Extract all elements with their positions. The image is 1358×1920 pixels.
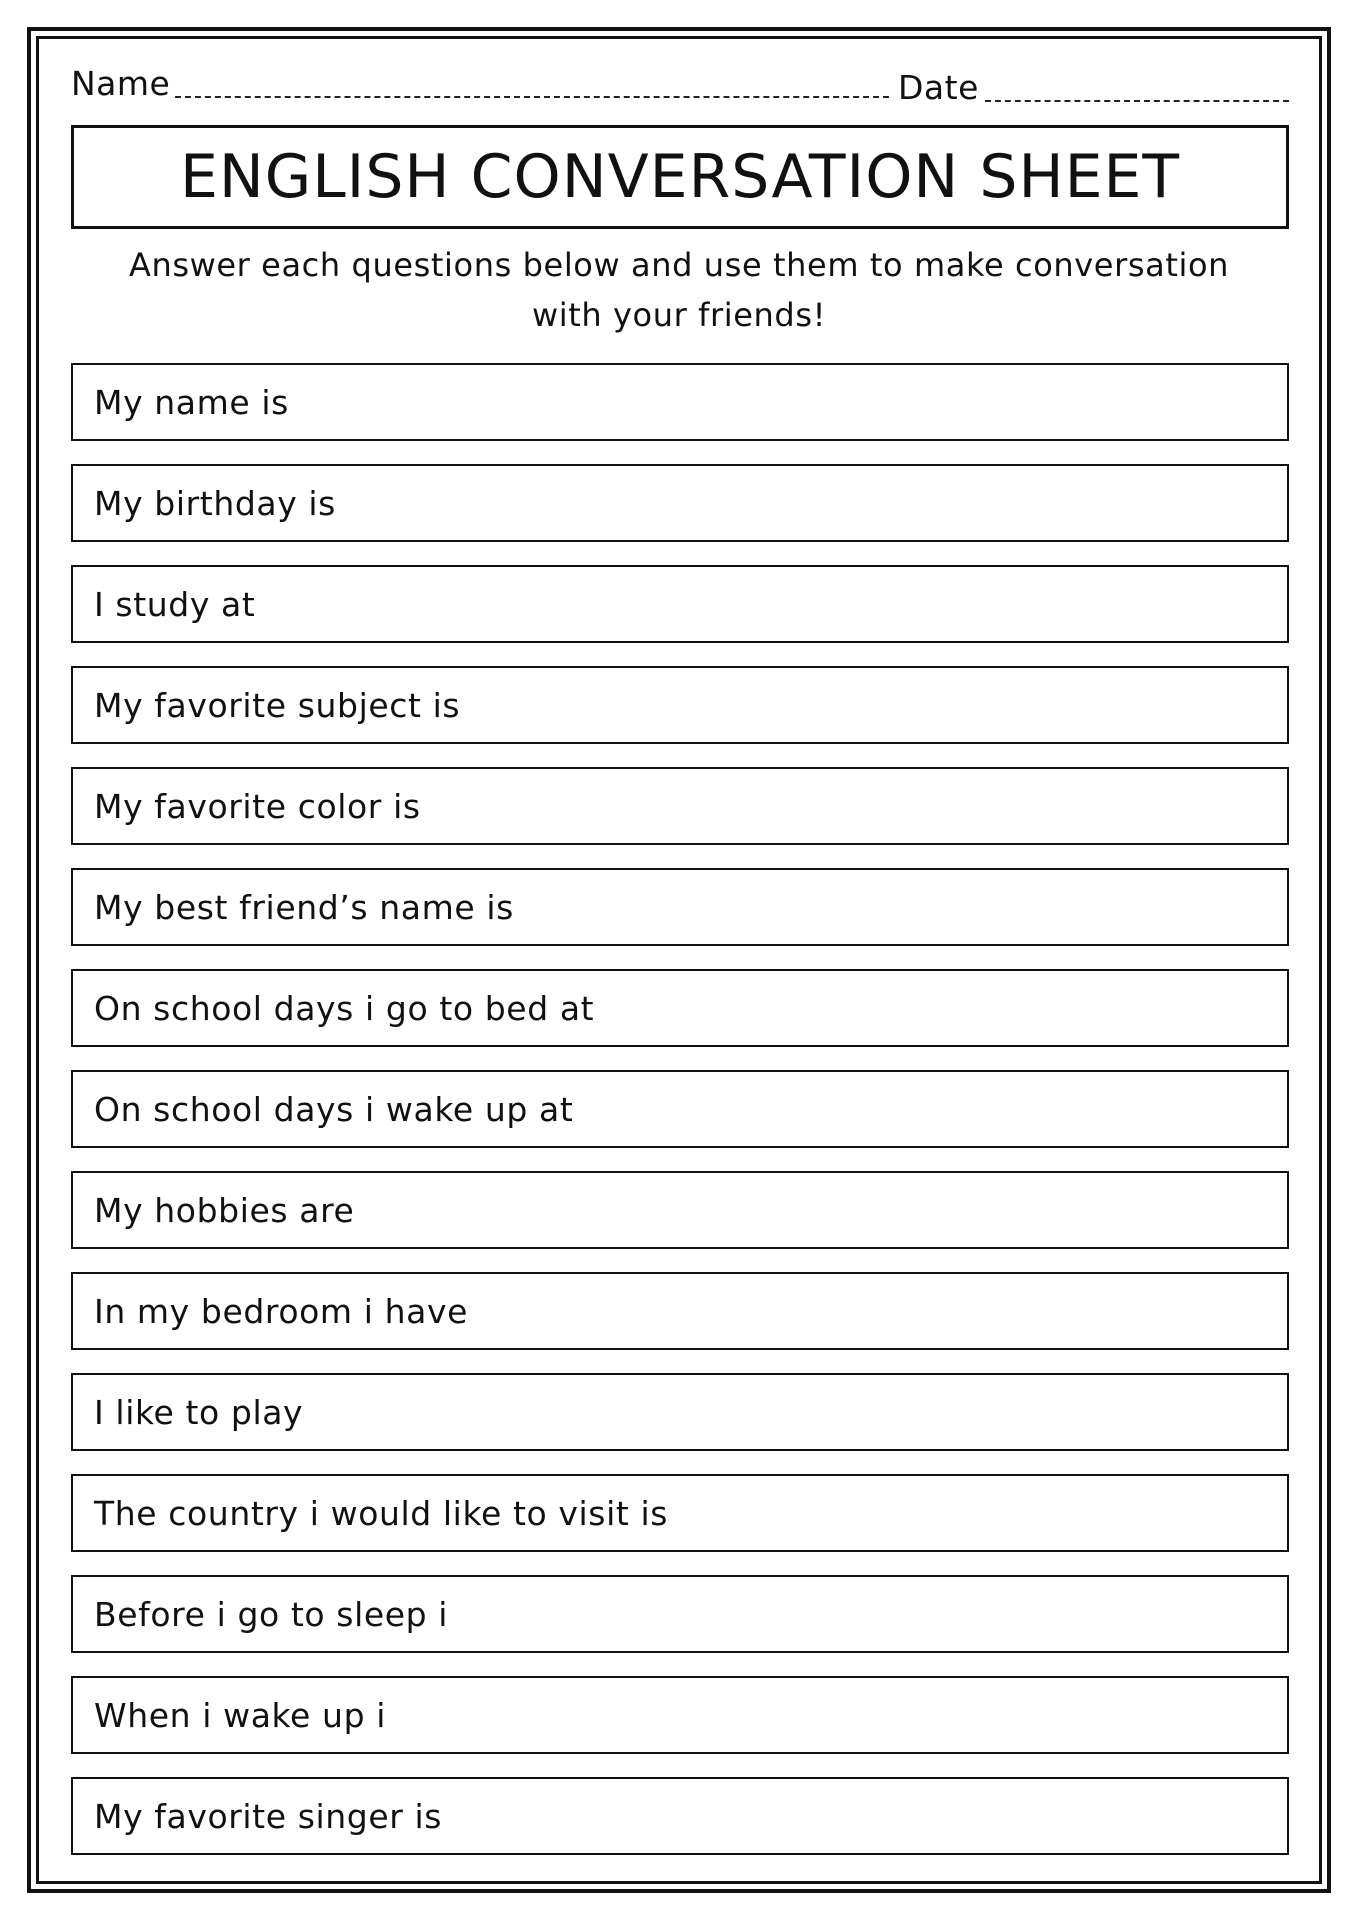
instructions-text: Answer each questions below and use them to make conversation with your friends! <box>128 246 1230 334</box>
question-box[interactable]: My favorite subject is <box>71 666 1289 744</box>
question-box[interactable]: My best friend’s name is <box>71 868 1289 946</box>
question-box[interactable]: In my bedroom i have <box>71 1272 1289 1350</box>
question-box[interactable]: The country i would like to visit is <box>71 1474 1289 1552</box>
question-box[interactable]: I like to play <box>71 1373 1289 1451</box>
title-box <box>71 125 1289 229</box>
question-box[interactable]: My name is <box>71 363 1289 441</box>
question-box[interactable]: On school days i wake up at <box>71 1070 1289 1148</box>
question-box[interactable]: On school days i go to bed at <box>71 969 1289 1047</box>
name-label: Name <box>71 64 171 103</box>
page-title: ENGLISH CONVERSATION SHEET <box>179 142 1181 212</box>
question-box[interactable]: I study at <box>71 565 1289 643</box>
question-box[interactable]: Before i go to sleep i <box>71 1575 1289 1653</box>
date-field[interactable] <box>985 100 1289 102</box>
question-box[interactable]: My favorite color is <box>71 767 1289 845</box>
name-date-header <box>71 62 1289 112</box>
date-label: Date <box>898 68 979 107</box>
question-list <box>71 363 1289 1878</box>
question-box[interactable]: My hobbies are <box>71 1171 1289 1249</box>
question-box[interactable]: My birthday is <box>71 464 1289 542</box>
question-box[interactable]: My favorite singer is <box>71 1777 1289 1855</box>
question-box[interactable]: When i wake up i <box>71 1676 1289 1754</box>
name-field[interactable] <box>175 96 889 98</box>
